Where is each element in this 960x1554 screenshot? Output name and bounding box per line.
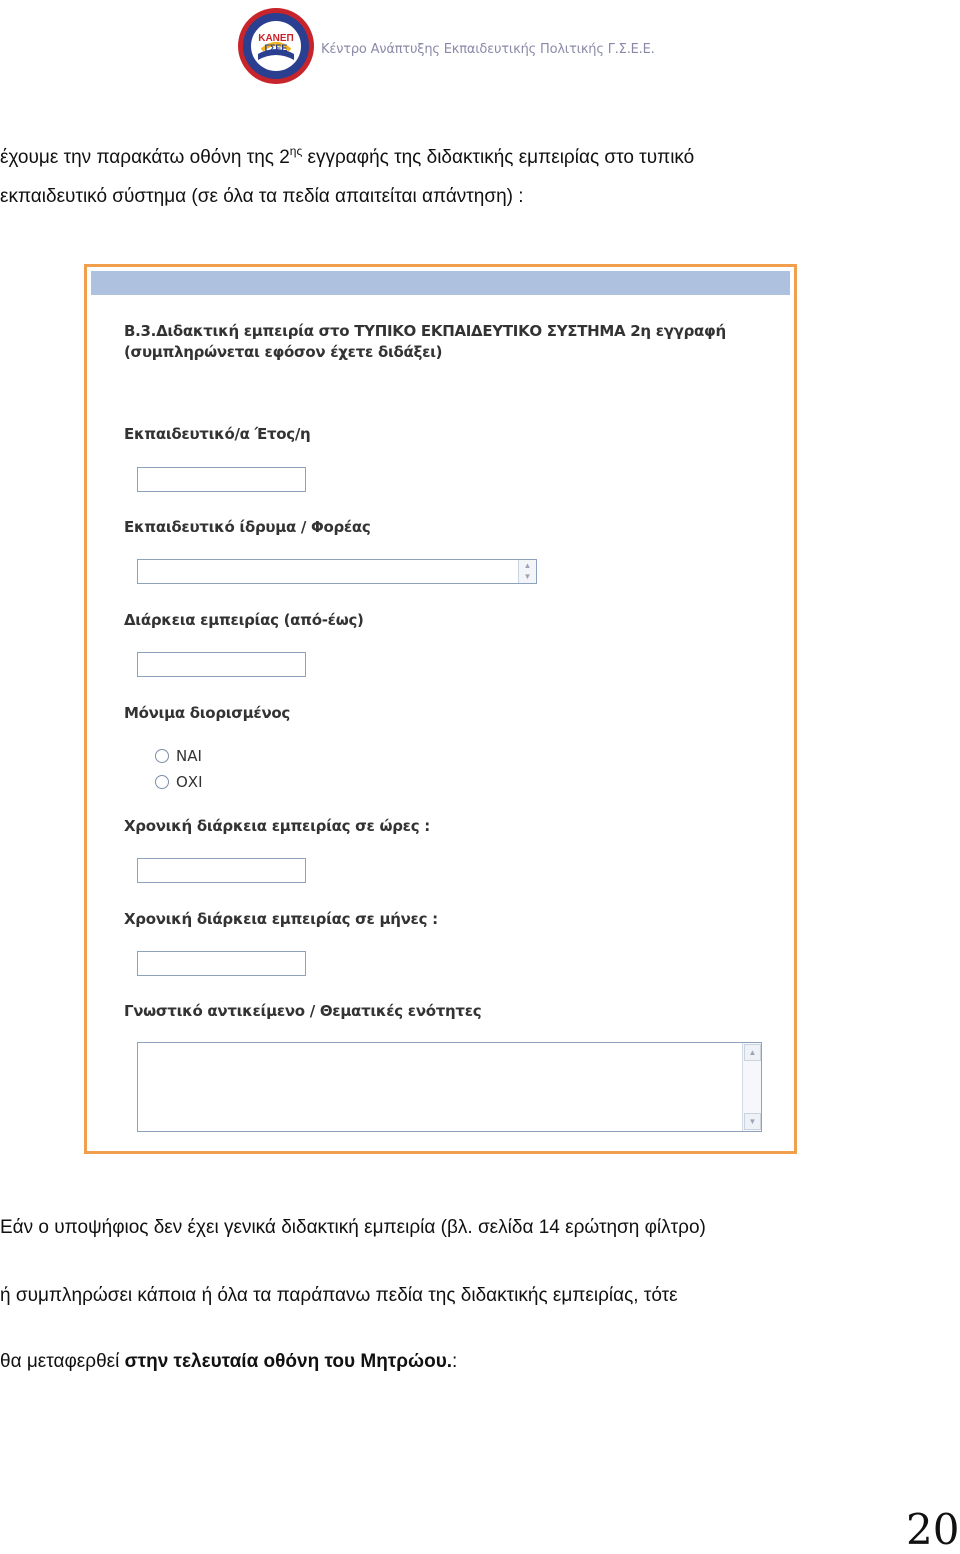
- permanent-label: Μόνιμα διορισμένος: [124, 704, 290, 722]
- scroll-up-icon[interactable]: ▲: [744, 1044, 761, 1061]
- outro-line-2: ή συμπληρώσει κάποια ή όλα τα παράπανω πεδία της διδακτικής εμπειρίας, τότε: [0, 1285, 678, 1306]
- duration-label: Διάρκεια εμπειρίας (από-έως): [124, 611, 364, 629]
- year-label: Εκπαιδευτικό/α Έτος/η: [124, 425, 311, 443]
- select-arrows-icon[interactable]: ▲ ▼: [518, 560, 536, 583]
- kanep-logo: [236, 6, 316, 86]
- form-title: Β.3.Διδακτική εμπειρία στο ΤΥΠΙΚΟ ΕΚΠΑΙΔΕΥΤΙΚΟ ΣΥΣΤΗΜΑ 2η εγγραφή (συμπληρώνεται εφόσον έχετε διδάξει): [124, 322, 726, 361]
- institution-select[interactable]: [137, 559, 537, 584]
- hours-label: Χρονική διάρκεια εμπειρίας σε ώρες :: [124, 817, 430, 835]
- duration-input[interactable]: [137, 652, 306, 677]
- outro-line-3: θα μεταφερθεί στην τελευταία οθόνη του Μητρώου.:: [0, 1351, 458, 1372]
- radio-button-icon[interactable]: [155, 749, 169, 763]
- radio-yes[interactable]: ΝΑΙ: [155, 747, 202, 765]
- outro-line-1: Εάν ο υποψήφιος δεν έχει γενικά διδακτική εμπειρία (βλ. σελίδα 14 ερώτηση φίλτρο): [0, 1217, 706, 1238]
- intro-line-2: εκπαιδευτικό σύστημα (σε όλα τα πεδία απαιτείται απάντηση) :: [0, 186, 524, 207]
- radio-button-icon[interactable]: [155, 775, 169, 789]
- months-input[interactable]: [137, 951, 306, 976]
- subject-label: Γνωστικό αντικείμενο / Θεματικές ενότητες: [124, 1002, 482, 1020]
- intro-line-1: έχουμε την παρακάτω οθόνη της $2^{\eta\varsigma}$ εγγραφής της διδακτικής εμπειρίας στο τυπικό: [0, 144, 695, 168]
- months-label: Χρονική διάρκεια εμπειρίας σε μήνες :: [124, 910, 438, 928]
- year-input[interactable]: [137, 467, 306, 492]
- page-number: 20: [906, 1505, 960, 1554]
- textarea-scrollbar[interactable]: [742, 1043, 761, 1131]
- svg-text:ΓΣΕΕ: ΓΣΕΕ: [264, 43, 288, 53]
- hours-input[interactable]: [137, 858, 306, 883]
- scroll-down-icon[interactable]: ▼: [744, 1113, 761, 1130]
- radio-no[interactable]: ΟΧΙ: [155, 773, 203, 791]
- svg-text:ΚΑΝΕΠ: ΚΑΝΕΠ: [258, 33, 294, 44]
- form-screenshot-frame: [84, 264, 797, 1154]
- institution-label: Εκπαιδευτικό ίδρυμα / Φορέας: [124, 518, 371, 536]
- form-header-bar: [91, 271, 790, 295]
- org-name: Κέντρο Ανάπτυξης Εκπαιδευτικής Πολιτικής Γ.Σ.Ε.Ε.: [321, 42, 655, 57]
- subject-textarea[interactable]: [137, 1042, 762, 1132]
